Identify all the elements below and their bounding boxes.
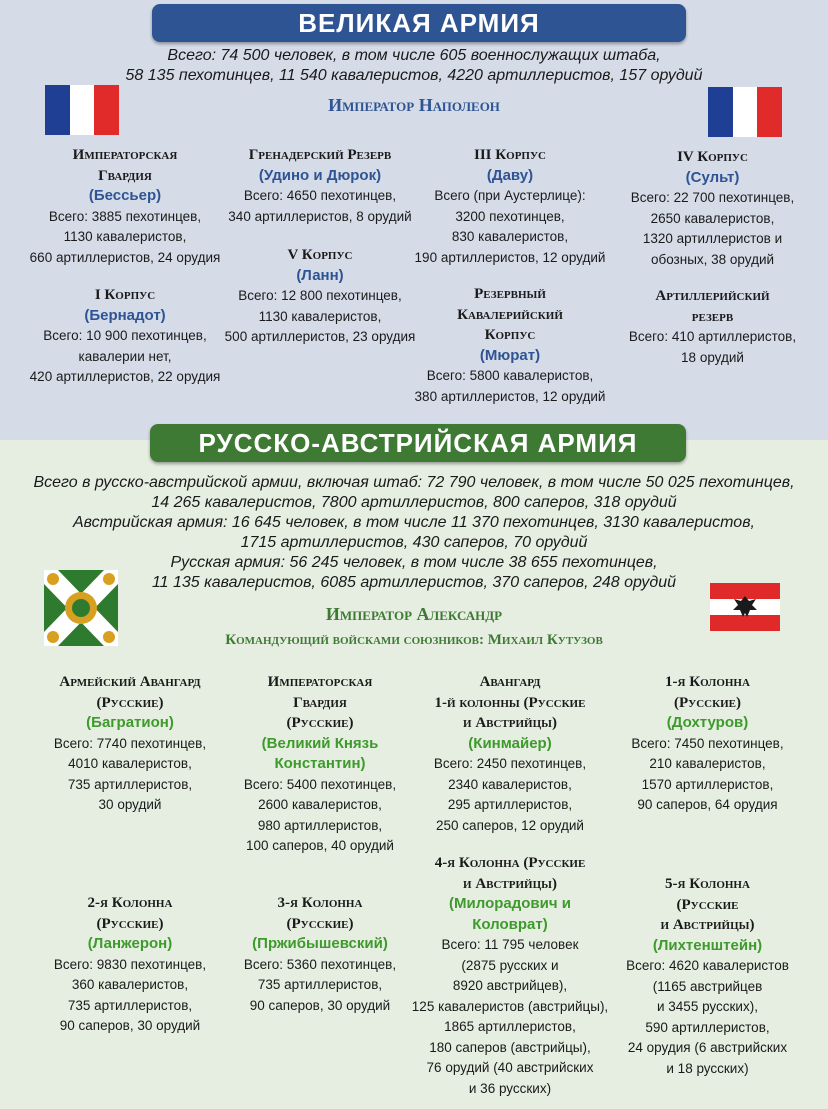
unit-name: 4-я Колонна (Русские и Австрийцы) [434, 855, 586, 892]
unit-details: Всего: 7740 пехотинцев, 4010 кавалеристов, 735 артиллеристов, 30 орудий [53, 735, 207, 812]
unit-iii-corps [410, 145, 610, 268]
unit-commander: (Дохтуров) [666, 714, 749, 731]
unit-commander: (Сульт) [685, 168, 740, 186]
unit-name: 1-я Колонна (Русские) [665, 674, 750, 711]
summary-line: 1715 артиллеристов, 430 саперов, 70 орудий [240, 534, 588, 551]
unit-iv-corps [610, 147, 815, 270]
unit-name: 5-я Колонна (Русские и Австрийцы) [660, 876, 755, 933]
unit-commander: (Ланжерон) [87, 935, 173, 952]
unit-commander: (Лихтенштейн) [652, 936, 763, 954]
unit-details: Всего: 10 900 пехотинцев, кавалерии нет, 420 артиллеристов, 22 орудия [29, 328, 221, 384]
unit-details: Всего: 4620 кавалеристов (1165 австрийцев и 3455 русских), 590 артиллеристов, 24 орудия (6 австрийских и 18 русских) [626, 958, 789, 1076]
allied-army-banner: РУССКО-АВСТРИЙСКАЯ АРМИЯ [150, 424, 686, 462]
allied-commander-line: Командующий войсками союзников: Михаил Кутузов [225, 632, 603, 648]
unit-commander: (Великий Князь Константин) [261, 734, 379, 772]
unit-column-3 [220, 893, 420, 1016]
unit-imperial-guard-ru [220, 672, 420, 857]
unit-commander: (Ланн) [296, 266, 344, 284]
unit-details: Всего: 7450 пехотинцев, 210 кавалеристов, 1570 артиллеристов, 90 саперов, 64 орудия [631, 735, 784, 812]
unit-details: Всего: 22 700 пехотинцев, 2650 кавалеристов, 1320 артиллеристов и обозных, 38 орудий [630, 190, 795, 267]
emperor-napoleon-title: Император Наполеон [328, 95, 500, 115]
unit-name: Императорская Гвардия (Русские) [267, 674, 373, 731]
unit-column-2 [25, 893, 235, 1037]
unit-commander: (Бессьер) [88, 187, 162, 204]
summary-line: Австрийская армия: 16 645 человек, в том числе 11 370 пехотинцев, 3130 кавалеристов, [73, 514, 755, 531]
unit-name: I Корпус [94, 287, 156, 303]
grande-armee-summary [0, 46, 828, 86]
unit-commander: (Милорадович и Коловрат) [449, 895, 571, 933]
summary-line: 11 135 кавалеристов, 6085 артиллеристов, 370 саперов, 248 орудий [151, 574, 677, 591]
unit-name: III Корпус [474, 147, 546, 163]
unit-i-corps [20, 285, 230, 388]
unit-details: Всего: 2450 пехотинцев, 2340 кавалеристов, 295 артиллеристов, 250 саперов, 12 орудий [433, 756, 587, 833]
unit-name: 2-я Колонна (Русские) [87, 895, 173, 932]
summary-line: Всего в русско-австрийской армии, включая штаб: 72 790 человек, в том числе 50 025 пехотинцев, [33, 474, 795, 491]
grande-armee-banner: ВЕЛИКАЯ АРМИЯ [152, 4, 686, 42]
unit-v-corps [220, 245, 420, 348]
summary-line: Русская армия: 56 245 человек, в том числе 38 655 пехотинцев, [170, 554, 658, 571]
emperor-alexander-title: Император Александр [325, 604, 503, 624]
unit-name: Гренадерский Резерв [248, 147, 392, 163]
unit-commander: (Пржибышевский) [252, 935, 388, 952]
unit-name: 3-я Колонна (Русские) [277, 895, 363, 932]
unit-details: Всего: 9830 пехотинцев, 360 кавалеристов, 735 артиллеристов, 90 саперов, 30 орудий [53, 956, 207, 1033]
summary-line: 14 265 кавалеристов, 7800 артиллеристов, 800 саперов, 318 орудий [151, 494, 677, 511]
unit-cavalry-reserve [410, 284, 610, 407]
unit-first-column-vanguard [410, 672, 610, 836]
unit-details: Всего: 410 артиллеристов, 18 орудий [628, 329, 797, 365]
unit-column-4 [400, 853, 620, 1099]
summary-line: Всего: 74 500 человек, в том числе 605 военнослужащих штаба, [167, 47, 661, 64]
unit-artillery-reserve [610, 286, 815, 368]
unit-name: Резервный Кавалерийский Корпус [457, 286, 563, 343]
unit-details: Всего: 3885 пехотинцев, 1130 кавалеристов, 660 артиллеристов, 24 орудия [29, 208, 221, 265]
unit-commander: (Кинмайер) [468, 734, 552, 752]
unit-imperial-guard-fr [20, 145, 230, 268]
unit-details: Всего: 4650 пехотинцев, 340 артиллеристов, 8 орудий [228, 188, 412, 224]
unit-name: IV Корпус [677, 149, 748, 165]
unit-commander: (Багратион) [86, 714, 174, 731]
allied-army-summary [0, 473, 828, 593]
unit-column-5 [600, 874, 815, 1079]
unit-commander: (Удино и Дюрок) [258, 166, 382, 184]
unit-details: Всего: 11 795 человек (2875 русских и 8920 австрийцев), 125 кавалеристов (австрийцы), 1865 артиллеристов, 180 саперов (австрийцы), 76 орудий (40 австрийских и 36 русских) [411, 937, 609, 1096]
unit-name: Армейский Авангард (Русские) [59, 674, 201, 711]
unit-details: Всего: 12 800 пехотинцев, 1130 кавалеристов, 500 артиллеристов, 23 орудия [224, 288, 416, 344]
unit-column-1 [600, 672, 815, 816]
unit-name: V Корпус [287, 247, 353, 263]
unit-army-vanguard [25, 672, 235, 816]
unit-commander: (Мюрат) [479, 346, 541, 364]
unit-details: Всего (при Аустерлице): 3200 пехотинцев, 830 кавалеристов, 190 артиллеристов, 12 орудий [414, 188, 606, 265]
unit-name: Авангард 1-й колонны (Русские и Австрийцы) [434, 674, 586, 731]
unit-name: Императорская Гвардия [72, 147, 178, 184]
unit-commander: (Даву) [486, 166, 534, 184]
unit-details: Всего: 5800 кавалеристов, 380 артиллеристов, 12 орудий [414, 368, 606, 404]
unit-name: Артиллерийский резерв [655, 288, 770, 325]
unit-details: Всего: 5400 пехотинцев, 2600 кавалеристов, 980 артиллеристов, 100 саперов, 40 орудий [243, 776, 397, 853]
unit-commander: (Бернадот) [84, 306, 166, 324]
summary-line: 58 135 пехотинцев, 11 540 кавалеристов, 4220 артиллеристов, 157 орудий [125, 67, 703, 84]
unit-grenadier-reserve [220, 145, 420, 227]
unit-details: Всего: 5360 пехотинцев, 735 артиллеристов, 90 саперов, 30 орудий [243, 956, 397, 1013]
